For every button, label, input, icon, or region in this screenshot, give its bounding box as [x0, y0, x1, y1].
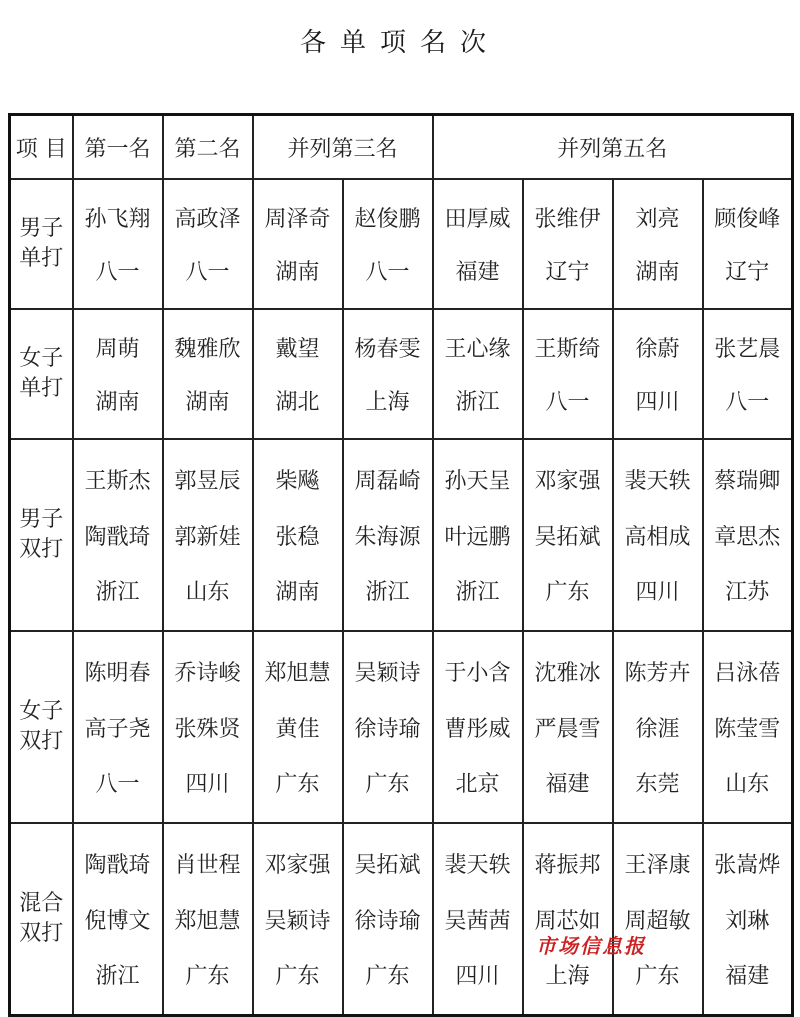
result-cell-content	[74, 824, 162, 1014]
result-cell	[343, 631, 433, 823]
result-cell-content	[704, 440, 792, 630]
player-name: 王斯绮	[534, 337, 601, 362]
result-cell	[613, 439, 703, 631]
player-name: 裴天轶	[624, 469, 691, 495]
result-cell	[433, 823, 523, 1016]
result-cell-content	[164, 440, 252, 630]
result-cell-content	[254, 632, 342, 822]
result-cell-content	[434, 180, 522, 308]
table-row	[10, 439, 793, 631]
header-third: 并列第三名	[253, 115, 433, 180]
player-name: 于小含	[444, 661, 511, 687]
result-cell	[523, 823, 613, 1016]
team-name: 广东	[275, 771, 320, 797]
result-cell	[73, 823, 163, 1016]
player-name: 张殊贤	[174, 716, 241, 742]
result-cell	[433, 631, 523, 823]
result-cell	[73, 631, 163, 823]
player-name: 郭新娃	[174, 524, 241, 550]
team-name: 山东	[185, 579, 230, 605]
result-cell	[703, 631, 793, 823]
result-cell	[703, 823, 793, 1016]
result-cell	[433, 179, 523, 309]
result-cell	[163, 179, 253, 309]
player-name: 郭昱辰	[174, 469, 241, 495]
player-name: 郑旭慧	[264, 661, 331, 687]
team-name: 湖南	[275, 579, 320, 605]
player-name: 蒋振邦	[534, 853, 601, 879]
result-cell-content	[164, 310, 252, 438]
player-name: 肖世程	[174, 853, 241, 879]
result-cell	[163, 823, 253, 1016]
result-cell	[613, 309, 703, 439]
player-name: 裴天轶	[444, 853, 511, 879]
result-cell	[703, 179, 793, 309]
event-name	[10, 179, 73, 309]
result-cell	[523, 309, 613, 439]
result-cell-content	[704, 632, 792, 822]
event-name-line: 双打	[19, 921, 64, 946]
player-name: 徐涯	[635, 716, 680, 742]
event-name-line: 单打	[19, 246, 64, 271]
team-name: 福建	[545, 771, 590, 797]
team-name: 八一	[185, 260, 230, 285]
result-cell	[253, 631, 343, 823]
player-name: 王斯杰	[84, 469, 151, 495]
player-name: 高政泽	[174, 207, 241, 232]
team-name: 四川	[185, 771, 230, 797]
result-cell	[433, 439, 523, 631]
result-cell-content	[614, 632, 702, 822]
result-cell	[73, 439, 163, 631]
result-cell-content	[74, 440, 162, 630]
table-row	[10, 179, 793, 309]
result-cell-content	[524, 440, 612, 630]
team-name: 山东	[725, 771, 770, 797]
player-name: 吴颖诗	[354, 661, 421, 687]
player-name: 杨春雯	[354, 337, 421, 362]
player-name: 孙飞翔	[84, 207, 151, 232]
team-name: 福建	[725, 963, 770, 989]
team-name: 八一	[365, 260, 410, 285]
team-name: 湖南	[95, 390, 140, 415]
player-name: 吕泳蓓	[714, 661, 781, 687]
newspaper-watermark: 市场信息报	[536, 934, 646, 958]
team-name: 广东	[635, 963, 680, 989]
result-cell	[613, 179, 703, 309]
player-name: 陶戬琦	[84, 853, 151, 879]
player-name: 柴飚	[275, 469, 320, 495]
player-name: 赵俊鹏	[354, 207, 421, 232]
result-cell-content	[164, 824, 252, 1014]
player-name: 戴望	[275, 337, 320, 362]
event-name	[10, 439, 73, 631]
result-cell	[253, 439, 343, 631]
result-cell-content	[344, 632, 432, 822]
player-name: 徐诗瑜	[354, 908, 421, 934]
result-cell-content	[524, 180, 612, 308]
player-name: 刘琳	[725, 908, 770, 934]
event-name	[10, 631, 73, 823]
result-cell	[613, 823, 703, 1016]
player-name: 田厚威	[444, 207, 511, 232]
result-cell	[163, 309, 253, 439]
rankings-table	[8, 113, 794, 1017]
result-cell-content	[344, 824, 432, 1014]
team-name: 东莞	[635, 771, 680, 797]
player-name: 周泽奇	[264, 207, 331, 232]
result-cell-content	[614, 180, 702, 308]
result-cell-content	[524, 632, 612, 822]
result-cell-content	[74, 180, 162, 308]
result-cell-content	[74, 310, 162, 438]
team-name: 四川	[455, 963, 500, 989]
result-cell-content	[254, 310, 342, 438]
result-cell-content	[344, 440, 432, 630]
event-name	[10, 309, 73, 439]
result-cell	[73, 309, 163, 439]
team-name: 浙江	[455, 390, 500, 415]
player-name: 叶远鹏	[444, 524, 511, 550]
result-cell-content	[524, 310, 612, 438]
team-name: 广东	[185, 963, 230, 989]
team-name: 八一	[725, 390, 770, 415]
result-cell-content	[434, 632, 522, 822]
player-name: 徐蔚	[635, 337, 680, 362]
result-cell-content	[164, 180, 252, 308]
team-name: 四川	[635, 579, 680, 605]
result-cell-content	[254, 440, 342, 630]
result-cell	[613, 631, 703, 823]
player-name: 曹彤威	[444, 716, 511, 742]
team-name: 广东	[545, 579, 590, 605]
player-name: 吴茜茜	[444, 908, 511, 934]
result-cell-content	[344, 310, 432, 438]
result-cell	[343, 823, 433, 1016]
team-name: 八一	[95, 771, 140, 797]
table-row	[10, 631, 793, 823]
event-name-line: 混合	[19, 891, 64, 916]
result-cell-content	[164, 632, 252, 822]
result-cell-content	[434, 824, 522, 1014]
result-cell	[523, 179, 613, 309]
result-cell	[523, 631, 613, 823]
player-name: 邓家强	[264, 853, 331, 879]
player-name: 张嵩烨	[714, 853, 781, 879]
result-cell	[703, 309, 793, 439]
team-name: 辽宁	[545, 260, 590, 285]
player-name: 黄佳	[275, 716, 320, 742]
result-cell-content	[434, 440, 522, 630]
player-name: 顾俊峰	[714, 207, 781, 232]
player-name: 周芯如	[534, 908, 601, 934]
team-name: 江苏	[725, 579, 770, 605]
player-name: 朱海源	[354, 524, 421, 550]
result-cell-content	[74, 632, 162, 822]
event-name-line: 双打	[19, 537, 64, 562]
event-name-line: 双打	[19, 729, 64, 754]
header-event: 项 目	[10, 115, 73, 180]
team-name: 广东	[365, 771, 410, 797]
result-cell-content	[434, 310, 522, 438]
player-name: 周萌	[95, 337, 140, 362]
result-cell-content	[614, 440, 702, 630]
result-cell-content	[614, 310, 702, 438]
result-cell	[703, 439, 793, 631]
result-cell-content	[254, 180, 342, 308]
result-cell	[343, 179, 433, 309]
player-name: 章思杰	[714, 524, 781, 550]
team-name: 湖南	[635, 260, 680, 285]
event-name-line: 男子	[19, 216, 64, 241]
player-name: 陈莹雪	[714, 716, 781, 742]
team-name: 四川	[635, 390, 680, 415]
result-cell	[523, 439, 613, 631]
result-cell	[433, 309, 523, 439]
header-first: 第一名	[73, 115, 163, 180]
result-cell	[253, 823, 343, 1016]
player-name: 周磊崎	[354, 469, 421, 495]
team-name: 湖南	[185, 390, 230, 415]
result-cell-content	[524, 824, 612, 1014]
team-name: 湖北	[275, 390, 320, 415]
event-name-line: 女子	[19, 699, 64, 724]
team-name: 八一	[545, 390, 590, 415]
team-name: 北京	[455, 771, 500, 797]
player-name: 郑旭慧	[174, 908, 241, 934]
player-name: 邓家强	[534, 469, 601, 495]
result-cell-content	[254, 824, 342, 1014]
result-cell	[253, 179, 343, 309]
header-row	[10, 115, 793, 180]
player-name: 吴拓斌	[354, 853, 421, 879]
header-fifth: 并列第五名	[433, 115, 793, 180]
team-name: 辽宁	[725, 260, 770, 285]
team-name: 广东	[275, 963, 320, 989]
player-name: 蔡瑞卿	[714, 469, 781, 495]
team-name: 八一	[95, 260, 140, 285]
player-name: 张艺晨	[714, 337, 781, 362]
team-name: 浙江	[365, 579, 410, 605]
player-name: 魏雅欣	[174, 337, 241, 362]
result-cell-content	[344, 180, 432, 308]
player-name: 陶戬琦	[84, 524, 151, 550]
player-name: 吴颖诗	[264, 908, 331, 934]
event-name-line: 男子	[19, 507, 64, 532]
page-title: 各单项名次	[299, 28, 500, 58]
event-name	[10, 823, 73, 1016]
team-name: 浙江	[95, 963, 140, 989]
player-name: 陈芳卉	[624, 661, 691, 687]
result-cell-content	[704, 310, 792, 438]
team-name: 浙江	[95, 579, 140, 605]
player-name: 张维伊	[534, 207, 601, 232]
player-name: 徐诗瑜	[354, 716, 421, 742]
player-name: 王泽康	[624, 853, 691, 879]
player-name: 陈明春	[84, 661, 151, 687]
event-name-line: 单打	[19, 376, 64, 401]
event-name-line: 女子	[19, 346, 64, 371]
result-cell	[253, 309, 343, 439]
player-name: 沈雅冰	[534, 661, 601, 687]
player-name: 张稳	[275, 524, 320, 550]
header-second: 第二名	[163, 115, 253, 180]
result-cell	[343, 439, 433, 631]
result-cell-content	[614, 824, 702, 1014]
team-name: 上海	[365, 390, 410, 415]
table-row	[10, 309, 793, 439]
player-name: 严晨雪	[534, 716, 601, 742]
player-name: 刘亮	[635, 207, 680, 232]
result-cell-content	[704, 180, 792, 308]
table-row	[10, 823, 793, 1016]
result-cell	[73, 179, 163, 309]
player-name: 高相成	[624, 524, 691, 550]
player-name: 王心缘	[444, 337, 511, 362]
player-name: 乔诗峻	[174, 661, 241, 687]
player-name: 周超敏	[624, 908, 691, 934]
player-name: 高子尧	[84, 716, 151, 742]
result-cell	[163, 439, 253, 631]
team-name: 上海	[545, 963, 590, 989]
team-name: 浙江	[455, 579, 500, 605]
result-cell	[163, 631, 253, 823]
team-name: 福建	[455, 260, 500, 285]
team-name: 广东	[365, 963, 410, 989]
player-name: 吴拓斌	[534, 524, 601, 550]
result-cell-content	[704, 824, 792, 1014]
result-cell	[343, 309, 433, 439]
team-name: 湖南	[275, 260, 320, 285]
player-name: 倪博文	[84, 908, 151, 934]
player-name: 孙天呈	[444, 469, 511, 495]
